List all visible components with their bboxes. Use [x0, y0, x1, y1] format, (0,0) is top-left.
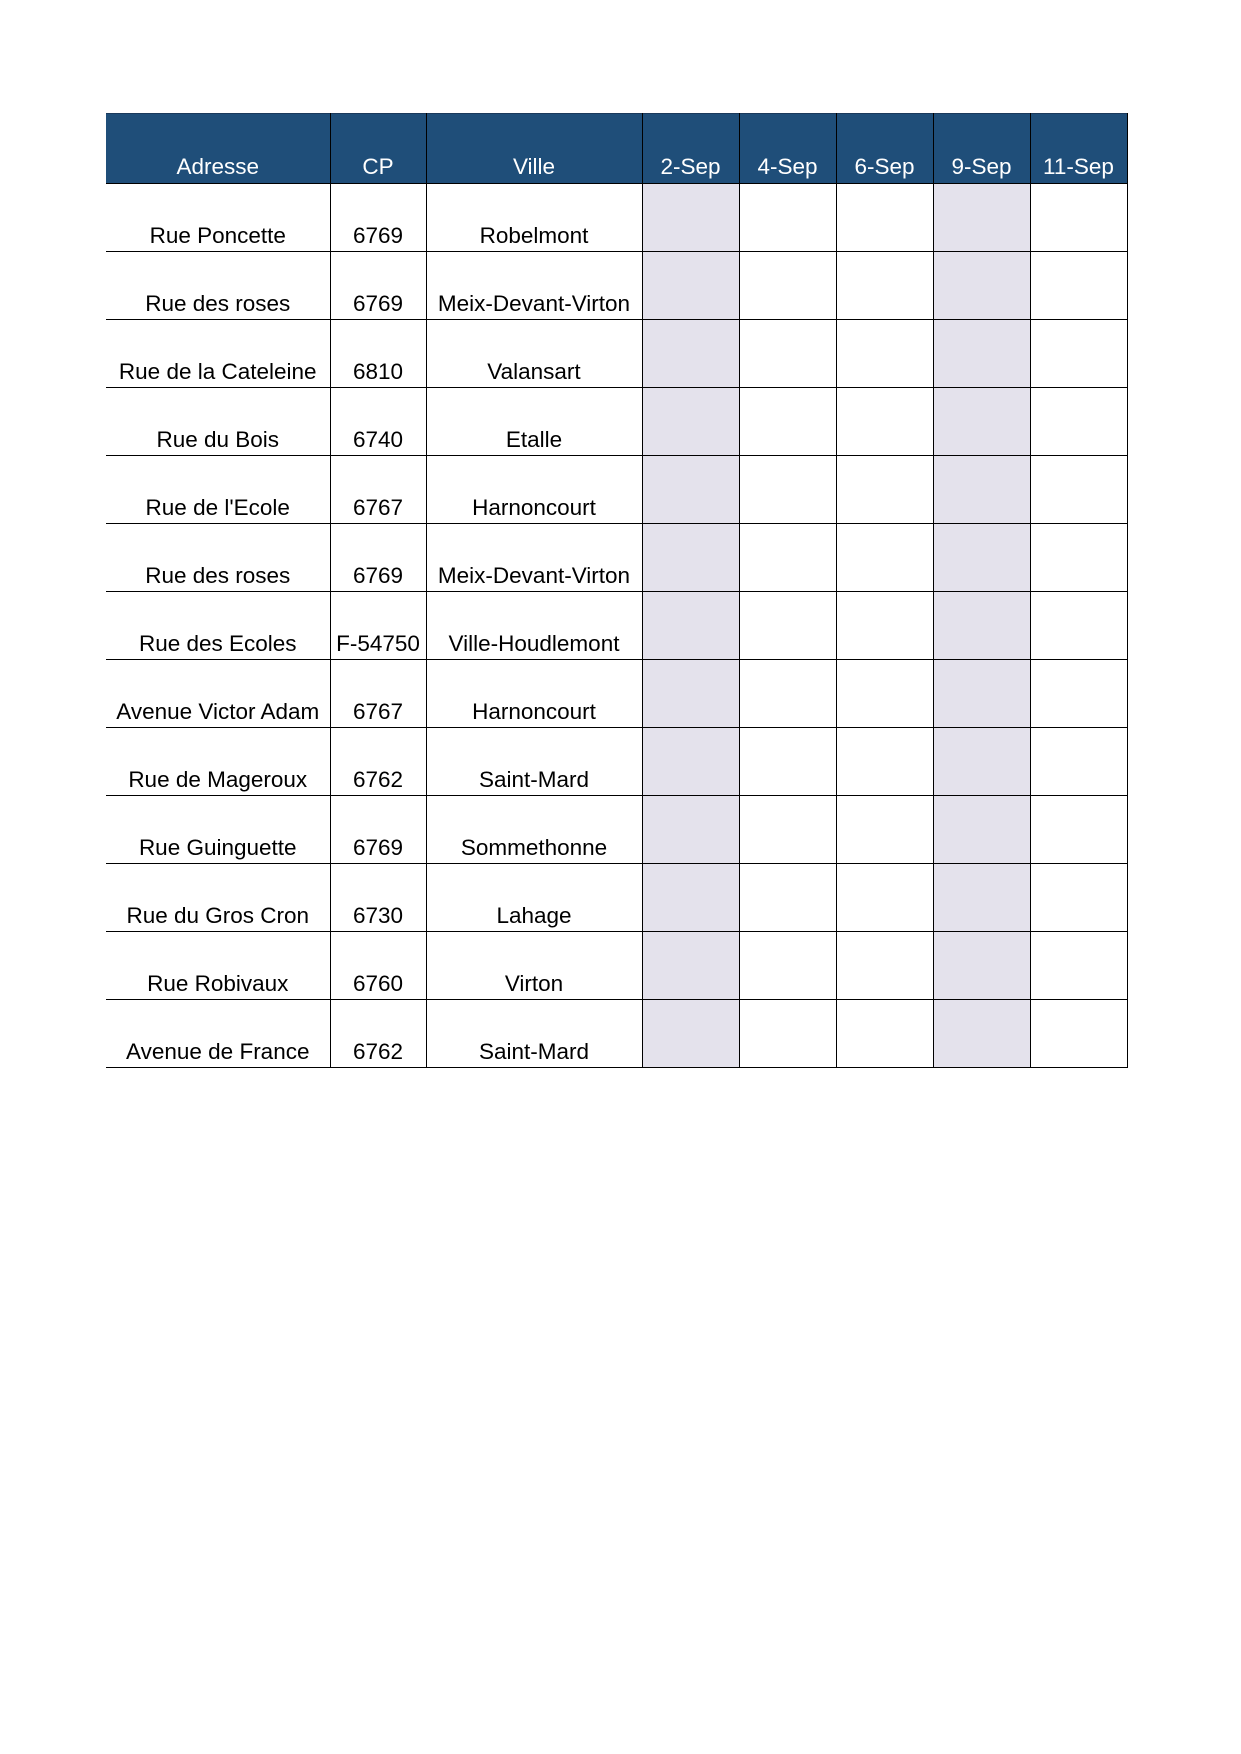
- cell-date-4-sep[interactable]: [739, 184, 836, 252]
- cell-ville: Virton: [426, 932, 642, 1000]
- table-row: [106, 456, 1127, 524]
- header-adresse: Adresse: [106, 114, 330, 184]
- cell-cp: 6740: [330, 388, 426, 456]
- cell-date-4-sep[interactable]: [739, 728, 836, 796]
- cell-date-2-sep[interactable]: [642, 796, 739, 864]
- cell-date-4-sep[interactable]: [739, 1000, 836, 1068]
- cell-date-4-sep[interactable]: [739, 320, 836, 388]
- cell-date-6-sep[interactable]: [836, 932, 933, 1000]
- cell-date-6-sep[interactable]: [836, 184, 933, 252]
- table-row: [106, 252, 1127, 320]
- cell-cp: 6767: [330, 660, 426, 728]
- cell-adresse: Rue du Gros Cron: [106, 864, 330, 932]
- table-row: [106, 320, 1127, 388]
- cell-cp: F-54750: [330, 592, 426, 660]
- cell-ville: Sommethonne: [426, 796, 642, 864]
- cell-date-11-sep[interactable]: [1030, 456, 1127, 524]
- cell-date-2-sep[interactable]: [642, 320, 739, 388]
- cell-date-11-sep[interactable]: [1030, 252, 1127, 320]
- cell-date-9-sep[interactable]: [933, 932, 1030, 1000]
- table-row: [106, 184, 1127, 252]
- cell-date-2-sep[interactable]: [642, 864, 739, 932]
- cell-date-9-sep[interactable]: [933, 1000, 1030, 1068]
- cell-ville: Etalle: [426, 388, 642, 456]
- cell-adresse: Rue du Bois: [106, 388, 330, 456]
- header-cp: CP: [330, 114, 426, 184]
- cell-adresse: Rue des Ecoles: [106, 592, 330, 660]
- cell-date-4-sep[interactable]: [739, 932, 836, 1000]
- cell-date-11-sep[interactable]: [1030, 932, 1127, 1000]
- cell-date-11-sep[interactable]: [1030, 524, 1127, 592]
- cell-date-11-sep[interactable]: [1030, 660, 1127, 728]
- header-date-6-sep: 6-Sep: [836, 114, 933, 184]
- cell-date-11-sep[interactable]: [1030, 184, 1127, 252]
- cell-date-6-sep[interactable]: [836, 864, 933, 932]
- cell-adresse: Rue des roses: [106, 524, 330, 592]
- cell-date-9-sep[interactable]: [933, 388, 1030, 456]
- header-date-4-sep: 4-Sep: [739, 114, 836, 184]
- cell-date-6-sep[interactable]: [836, 456, 933, 524]
- cell-adresse: Rue de Mageroux: [106, 728, 330, 796]
- table-row: [106, 592, 1127, 660]
- cell-date-2-sep[interactable]: [642, 456, 739, 524]
- cell-date-9-sep[interactable]: [933, 660, 1030, 728]
- cell-date-6-sep[interactable]: [836, 1000, 933, 1068]
- cell-adresse: Rue Poncette: [106, 184, 330, 252]
- cell-adresse: Rue des roses: [106, 252, 330, 320]
- cell-date-6-sep[interactable]: [836, 728, 933, 796]
- header-ville: Ville: [426, 114, 642, 184]
- table-row: [106, 728, 1127, 796]
- cell-date-6-sep[interactable]: [836, 524, 933, 592]
- cell-date-11-sep[interactable]: [1030, 864, 1127, 932]
- cell-ville: Meix-Devant-Virton: [426, 524, 642, 592]
- cell-adresse: Rue Robivaux: [106, 932, 330, 1000]
- cell-date-9-sep[interactable]: [933, 252, 1030, 320]
- table-row: [106, 1000, 1127, 1068]
- table-row: [106, 388, 1127, 456]
- cell-date-6-sep[interactable]: [836, 660, 933, 728]
- cell-date-4-sep[interactable]: [739, 660, 836, 728]
- cell-date-2-sep[interactable]: [642, 1000, 739, 1068]
- cell-date-2-sep[interactable]: [642, 932, 739, 1000]
- table-body: [106, 184, 1127, 1068]
- cell-date-2-sep[interactable]: [642, 184, 739, 252]
- cell-cp: 6769: [330, 252, 426, 320]
- cell-date-9-sep[interactable]: [933, 864, 1030, 932]
- cell-date-9-sep[interactable]: [933, 728, 1030, 796]
- cell-adresse: Rue Guinguette: [106, 796, 330, 864]
- cell-ville: Ville-Houdlemont: [426, 592, 642, 660]
- header-date-2-sep: 2-Sep: [642, 114, 739, 184]
- cell-date-9-sep[interactable]: [933, 320, 1030, 388]
- cell-ville: Harnoncourt: [426, 456, 642, 524]
- cell-adresse: Avenue Victor Adam: [106, 660, 330, 728]
- header-date-9-sep: 9-Sep: [933, 114, 1030, 184]
- cell-cp: 6762: [330, 1000, 426, 1068]
- cell-date-11-sep[interactable]: [1030, 796, 1127, 864]
- cell-date-6-sep[interactable]: [836, 320, 933, 388]
- cell-cp: 6730: [330, 864, 426, 932]
- cell-date-4-sep[interactable]: [739, 864, 836, 932]
- cell-cp: 6760: [330, 932, 426, 1000]
- cell-date-11-sep[interactable]: [1030, 388, 1127, 456]
- table-row: [106, 660, 1127, 728]
- cell-date-11-sep[interactable]: [1030, 320, 1127, 388]
- header-row: [106, 114, 1127, 184]
- cell-date-4-sep[interactable]: [739, 388, 836, 456]
- table-row: [106, 864, 1127, 932]
- cell-ville: Robelmont: [426, 184, 642, 252]
- cell-date-11-sep[interactable]: [1030, 728, 1127, 796]
- cell-date-4-sep[interactable]: [739, 252, 836, 320]
- table-row: [106, 524, 1127, 592]
- cell-date-6-sep[interactable]: [836, 388, 933, 456]
- cell-adresse: Rue de la Cateleine: [106, 320, 330, 388]
- cell-date-2-sep[interactable]: [642, 388, 739, 456]
- cell-ville: Meix-Devant-Virton: [426, 252, 642, 320]
- cell-adresse: Avenue de France: [106, 1000, 330, 1068]
- cell-date-2-sep[interactable]: [642, 252, 739, 320]
- cell-date-4-sep[interactable]: [739, 524, 836, 592]
- cell-date-11-sep[interactable]: [1030, 592, 1127, 660]
- cell-date-2-sep[interactable]: [642, 728, 739, 796]
- cell-date-9-sep[interactable]: [933, 796, 1030, 864]
- cell-cp: 6769: [330, 184, 426, 252]
- cell-cp: 6810: [330, 320, 426, 388]
- cell-date-2-sep[interactable]: [642, 660, 739, 728]
- cell-adresse: Rue de l'Ecole: [106, 456, 330, 524]
- cell-cp: 6762: [330, 728, 426, 796]
- cell-date-2-sep[interactable]: [642, 524, 739, 592]
- cell-date-4-sep[interactable]: [739, 796, 836, 864]
- header-date-11-sep: 11-Sep: [1030, 114, 1127, 184]
- cell-date-11-sep[interactable]: [1030, 1000, 1127, 1068]
- cell-cp: 6767: [330, 456, 426, 524]
- cell-date-4-sep[interactable]: [739, 456, 836, 524]
- cell-date-9-sep[interactable]: [933, 184, 1030, 252]
- cell-cp: 6769: [330, 524, 426, 592]
- cell-date-9-sep[interactable]: [933, 456, 1030, 524]
- cell-date-9-sep[interactable]: [933, 592, 1030, 660]
- cell-ville: Saint-Mard: [426, 1000, 642, 1068]
- cell-date-6-sep[interactable]: [836, 252, 933, 320]
- cell-date-6-sep[interactable]: [836, 796, 933, 864]
- cell-ville: Lahage: [426, 864, 642, 932]
- cell-date-6-sep[interactable]: [836, 592, 933, 660]
- table-row: [106, 932, 1127, 1000]
- cell-cp: 6769: [330, 796, 426, 864]
- table-row: [106, 796, 1127, 864]
- cell-date-9-sep[interactable]: [933, 524, 1030, 592]
- cell-ville: Valansart: [426, 320, 642, 388]
- cell-ville: Harnoncourt: [426, 660, 642, 728]
- address-schedule-table: [106, 113, 1128, 1068]
- cell-date-2-sep[interactable]: [642, 592, 739, 660]
- cell-date-4-sep[interactable]: [739, 592, 836, 660]
- cell-ville: Saint-Mard: [426, 728, 642, 796]
